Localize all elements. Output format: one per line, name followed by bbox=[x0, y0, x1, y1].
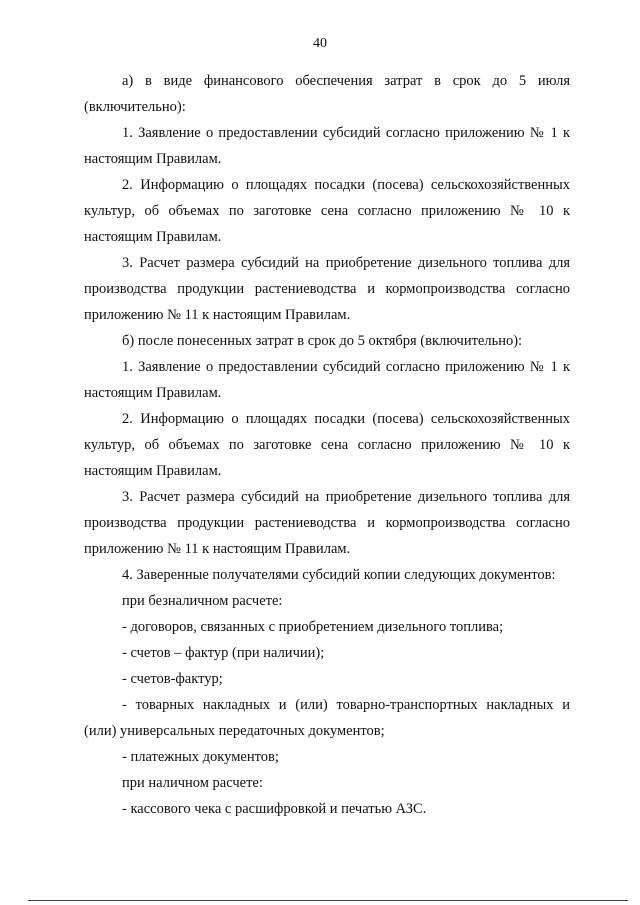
paragraph-a2-line2: культур, об объемах по заготовке сена согласно приложению № 10 к bbox=[84, 203, 570, 219]
paragraph-b1-line1: 1. Заявление о предоставлении субсидий согласно приложению № 1 к bbox=[122, 359, 570, 375]
page-number: 40 bbox=[313, 36, 327, 51]
paragraph-b-line1: б) после понесенных затрат в срок до 5 октября (включительно): bbox=[122, 333, 523, 349]
list-item-invoices: - счетов-фактур; bbox=[122, 671, 223, 687]
paragraph-a1-line1: 1. Заявление о предоставлении субсидий согласно приложению № 1 к bbox=[122, 125, 570, 141]
paragraph-b3-line3: приложению № 11 к настоящим Правилам. bbox=[84, 541, 351, 557]
list-item-waybills-line2: (или) универсальных передаточных документов; bbox=[84, 723, 385, 739]
paragraph-b3-line1: 3. Расчет размера субсидий на приобретение дизельного топлива для bbox=[122, 489, 570, 505]
paragraph-b1-line2: настоящим Правилам. bbox=[84, 385, 222, 401]
paragraph-b2-line1: 2. Информацию о площадях посадки (посева) сельскохозяйственных bbox=[122, 411, 570, 427]
cashless-heading: при безналичном расчете: bbox=[122, 593, 283, 609]
paragraph-a3-line1: 3. Расчет размера субсидий на приобретение дизельного топлива для bbox=[122, 255, 570, 271]
paragraph-a-line2: (включительно): bbox=[84, 99, 186, 115]
paragraph-a3-line3: приложению № 11 к настоящим Правилам. bbox=[84, 307, 351, 323]
list-item-waybills-line1: - товарных накладных и (или) товарно-транспортных накладных и bbox=[122, 697, 570, 713]
list-item-invoices-optional: - счетов – фактур (при наличии); bbox=[122, 645, 325, 661]
paragraph-a1-line2: настоящим Правилам. bbox=[84, 151, 222, 167]
paragraph-b4-line1: 4. Заверенные получателями субсидий копии следующих документов: bbox=[122, 567, 556, 583]
paragraph-b2-line2: культур, об объемах по заготовке сена согласно приложению № 10 к bbox=[84, 437, 570, 453]
paragraph-b3-line2: производства продукции растениеводства и кормопроизводства согласно bbox=[84, 515, 570, 531]
paragraph-a-line1: а) в виде финансового обеспечения затрат в срок до 5 июля bbox=[122, 73, 570, 89]
paragraph-a3-line2: производства продукции растениеводства и кормопроизводства согласно bbox=[84, 281, 570, 297]
list-item-cash-receipt: - кассового чека с расшифровкой и печатью АЗС. bbox=[122, 801, 427, 817]
list-item-contracts: - договоров, связанных с приобретением дизельного топлива; bbox=[122, 619, 504, 635]
cash-heading: при наличном расчете: bbox=[122, 775, 263, 791]
paragraph-a2-line1: 2. Информацию о площадях посадки (посева) сельскохозяйственных bbox=[122, 177, 570, 193]
document-body bbox=[84, 68, 570, 822]
page-bottom-edge bbox=[28, 900, 628, 901]
paragraph-a2-line3: настоящим Правилам. bbox=[84, 229, 222, 245]
paragraph-b2-line3: настоящим Правилам. bbox=[84, 463, 222, 479]
list-item-payment-docs: - платежных документов; bbox=[122, 749, 279, 765]
